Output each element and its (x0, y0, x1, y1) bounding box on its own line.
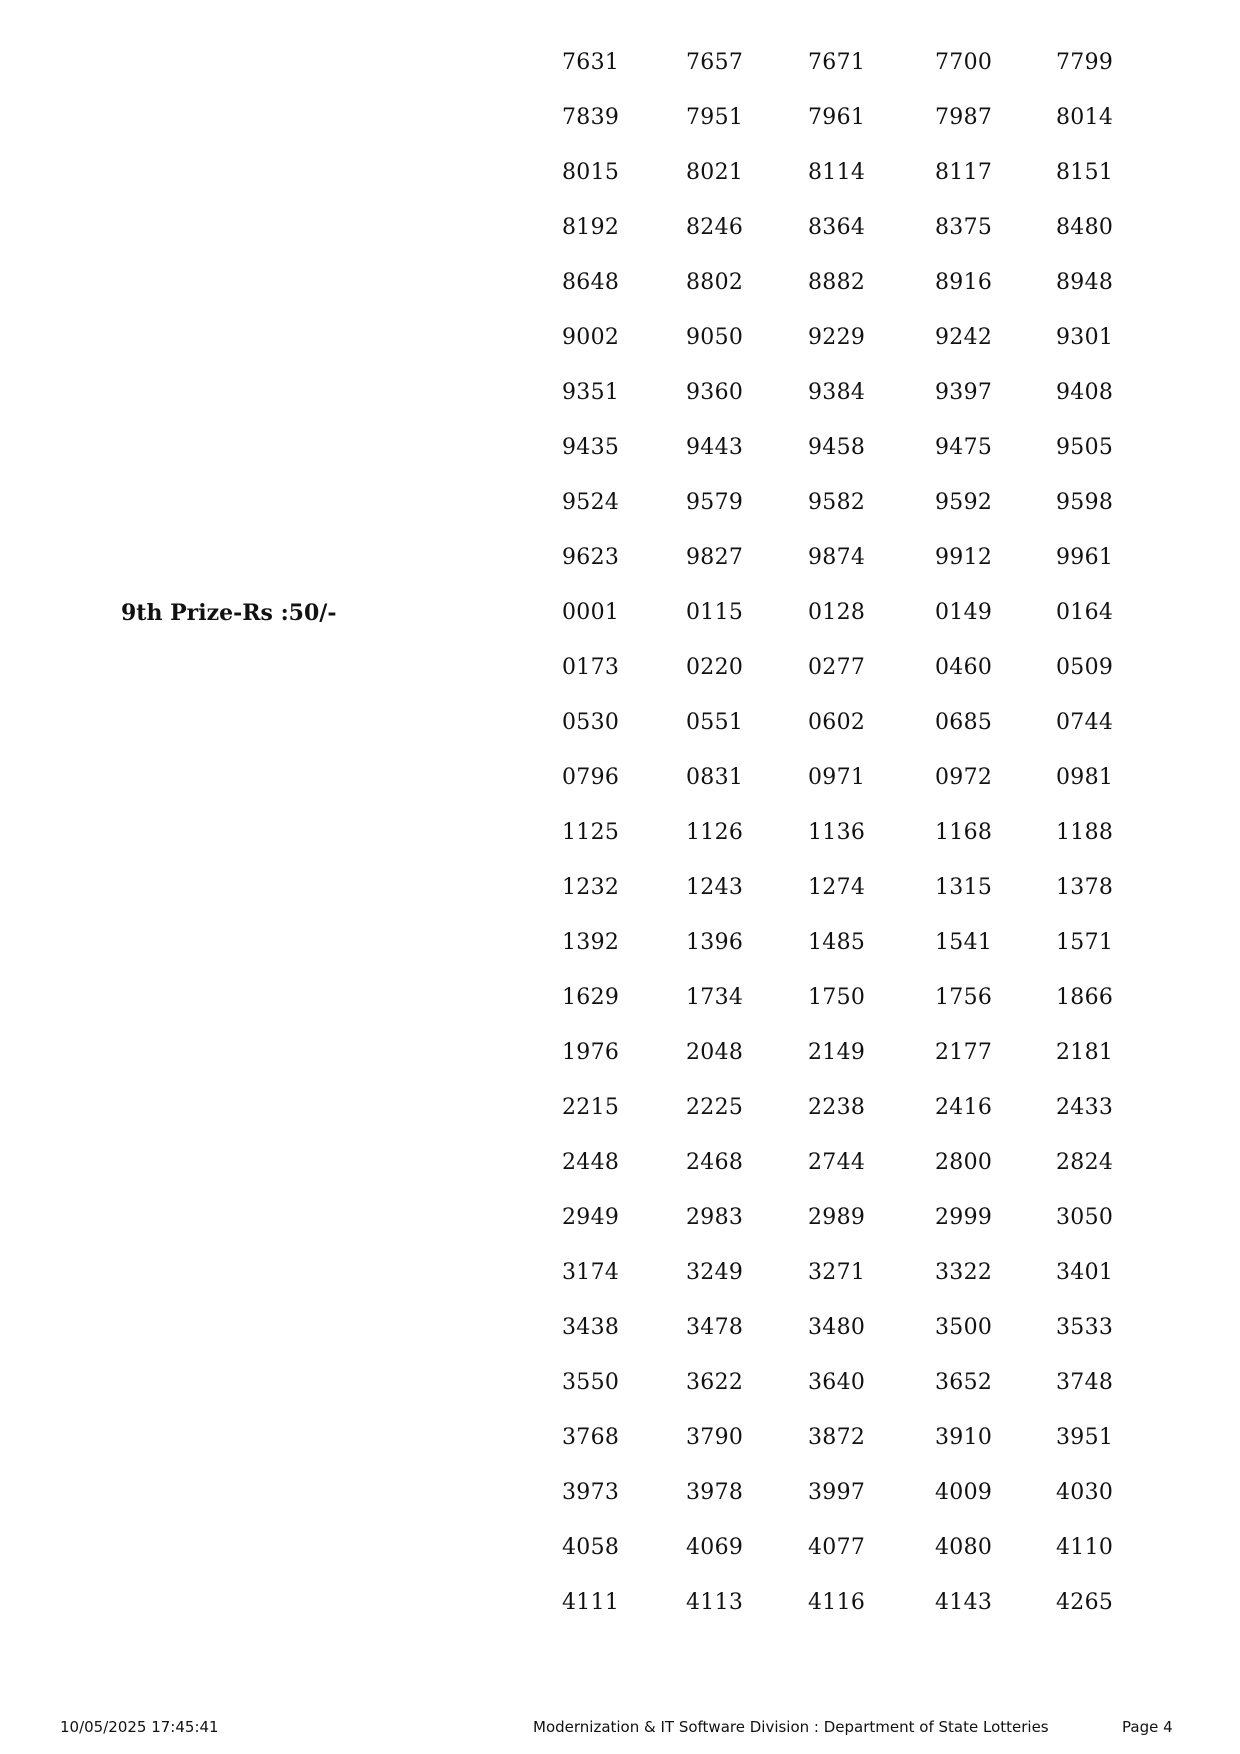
ticket-number: 9301 (1056, 325, 1114, 350)
ticket-number: 0981 (1056, 765, 1114, 790)
ticket-number: 1136 (808, 820, 866, 845)
ticket-number: 0551 (686, 710, 744, 735)
ticket-number: 0460 (935, 655, 993, 680)
ticket-number: 1396 (686, 930, 744, 955)
ticket-number: 1315 (935, 875, 993, 900)
result-row (0, 867, 1240, 907)
ticket-number: 1274 (808, 875, 866, 900)
ticket-number: 8916 (935, 270, 993, 295)
ticket-number: 8375 (935, 215, 993, 240)
ticket-number: 4030 (1056, 1480, 1114, 1505)
ticket-number: 4110 (1056, 1535, 1114, 1560)
ticket-number: 1243 (686, 875, 744, 900)
ticket-number: 7987 (935, 105, 993, 130)
ticket-number: 1976 (562, 1040, 620, 1065)
ticket-number: 0115 (686, 600, 744, 625)
result-row (0, 1472, 1240, 1512)
result-row (0, 1197, 1240, 1237)
ticket-number: 8015 (562, 160, 620, 185)
ticket-number: 1392 (562, 930, 620, 955)
ticket-number: 8151 (1056, 160, 1114, 185)
ticket-number: 3768 (562, 1425, 620, 1450)
ticket-number: 9050 (686, 325, 744, 350)
ticket-number: 3174 (562, 1260, 620, 1285)
result-row (0, 317, 1240, 357)
ticket-number: 7961 (808, 105, 866, 130)
ticket-number: 4116 (808, 1590, 866, 1615)
ticket-number: 8948 (1056, 270, 1114, 295)
ticket-number: 2989 (808, 1205, 866, 1230)
result-row (0, 1417, 1240, 1457)
result-row (0, 1527, 1240, 1567)
ticket-number: 8882 (808, 270, 866, 295)
result-row (0, 1307, 1240, 1347)
result-row (0, 977, 1240, 1017)
result-row (0, 1582, 1240, 1622)
ticket-number: 3478 (686, 1315, 744, 1340)
ticket-number: 1168 (935, 820, 993, 845)
ticket-number: 3973 (562, 1480, 620, 1505)
ticket-number: 1541 (935, 930, 993, 955)
ticket-number: 9475 (935, 435, 993, 460)
ticket-number: 4265 (1056, 1590, 1114, 1615)
ticket-number: 4058 (562, 1535, 620, 1560)
ticket-number: 9505 (1056, 435, 1114, 460)
ticket-number: 8364 (808, 215, 866, 240)
ticket-number: 8480 (1056, 215, 1114, 240)
ticket-number: 2225 (686, 1095, 744, 1120)
ticket-number: 2416 (935, 1095, 993, 1120)
ticket-number: 0972 (935, 765, 993, 790)
ticket-number: 2149 (808, 1040, 866, 1065)
ticket-number: 0530 (562, 710, 620, 735)
ticket-number: 0277 (808, 655, 866, 680)
result-row (0, 757, 1240, 797)
ticket-number: 4111 (562, 1590, 620, 1615)
ticket-number: 3910 (935, 1425, 993, 1450)
ticket-number: 2238 (808, 1095, 866, 1120)
ticket-number: 0001 (562, 600, 620, 625)
footer-division-label: Modernization & IT Software Division : Department of State Lotteries (533, 1718, 1049, 1736)
ticket-number: 0831 (686, 765, 744, 790)
result-row (0, 42, 1240, 82)
result-row (0, 482, 1240, 522)
ticket-number: 7799 (1056, 50, 1114, 75)
ticket-number: 0164 (1056, 600, 1114, 625)
ticket-number: 0602 (808, 710, 866, 735)
ticket-number: 4009 (935, 1480, 993, 1505)
ticket-number: 2433 (1056, 1095, 1114, 1120)
ticket-number: 7671 (808, 50, 866, 75)
ticket-number: 3951 (1056, 1425, 1114, 1450)
ticket-number: 8648 (562, 270, 620, 295)
ticket-number: 2999 (935, 1205, 993, 1230)
ticket-number: 9397 (935, 380, 993, 405)
ticket-number: 7631 (562, 50, 620, 75)
ticket-number: 1188 (1056, 820, 1114, 845)
result-row (0, 537, 1240, 577)
ticket-number: 3872 (808, 1425, 866, 1450)
ticket-number: 9435 (562, 435, 620, 460)
ticket-number: 3500 (935, 1315, 993, 1340)
result-row (0, 372, 1240, 412)
result-row (0, 152, 1240, 192)
ticket-number: 1750 (808, 985, 866, 1010)
result-row (0, 702, 1240, 742)
ticket-number: 2824 (1056, 1150, 1114, 1175)
ticket-number: 9351 (562, 380, 620, 405)
ticket-number: 2983 (686, 1205, 744, 1230)
ticket-number: 1485 (808, 930, 866, 955)
ticket-number: 9458 (808, 435, 866, 460)
ticket-number: 8117 (935, 160, 993, 185)
ticket-number: 0149 (935, 600, 993, 625)
ticket-number: 1629 (562, 985, 620, 1010)
ticket-number: 9229 (808, 325, 866, 350)
prize-label: 9th Prize-Rs :50/- (121, 600, 337, 626)
result-row (0, 922, 1240, 962)
ticket-number: 9360 (686, 380, 744, 405)
ticket-number: 4113 (686, 1590, 744, 1615)
ticket-number: 8114 (808, 160, 866, 185)
ticket-number: 1734 (686, 985, 744, 1010)
ticket-number: 2468 (686, 1150, 744, 1175)
ticket-number: 9242 (935, 325, 993, 350)
ticket-number: 8802 (686, 270, 744, 295)
result-row (0, 647, 1240, 687)
ticket-number: 8014 (1056, 105, 1114, 130)
ticket-number: 0971 (808, 765, 866, 790)
ticket-number: 7657 (686, 50, 744, 75)
ticket-number: 9408 (1056, 380, 1114, 405)
ticket-number: 4069 (686, 1535, 744, 1560)
ticket-number: 0173 (562, 655, 620, 680)
ticket-number: 2448 (562, 1150, 620, 1175)
ticket-number: 3978 (686, 1480, 744, 1505)
ticket-number: 2048 (686, 1040, 744, 1065)
ticket-number: 9002 (562, 325, 620, 350)
ticket-number: 9623 (562, 545, 620, 570)
ticket-number: 1571 (1056, 930, 1114, 955)
ticket-number: 0685 (935, 710, 993, 735)
ticket-number: 7951 (686, 105, 744, 130)
ticket-number: 4077 (808, 1535, 866, 1560)
ticket-number: 9579 (686, 490, 744, 515)
ticket-number: 9524 (562, 490, 620, 515)
ticket-number: 2181 (1056, 1040, 1114, 1065)
result-row (0, 1362, 1240, 1402)
ticket-number: 3322 (935, 1260, 993, 1285)
ticket-number: 3550 (562, 1370, 620, 1395)
ticket-number: 2177 (935, 1040, 993, 1065)
ticket-number: 2744 (808, 1150, 866, 1175)
ticket-number: 0744 (1056, 710, 1114, 735)
ticket-number: 0509 (1056, 655, 1114, 680)
result-row (0, 812, 1240, 852)
ticket-number: 4080 (935, 1535, 993, 1560)
result-row (0, 97, 1240, 137)
ticket-number: 3748 (1056, 1370, 1114, 1395)
ticket-number: 1378 (1056, 875, 1114, 900)
ticket-number: 0796 (562, 765, 620, 790)
ticket-number: 9384 (808, 380, 866, 405)
result-row (0, 1142, 1240, 1182)
ticket-number: 0128 (808, 600, 866, 625)
ticket-number: 1125 (562, 820, 620, 845)
footer-datetime: 10/05/2025 17:45:41 (60, 1718, 219, 1736)
ticket-number: 9961 (1056, 545, 1114, 570)
page-footer (0, 1718, 1240, 1740)
result-row (0, 592, 1240, 632)
ticket-number: 8021 (686, 160, 744, 185)
ticket-number: 2800 (935, 1150, 993, 1175)
ticket-number: 4143 (935, 1590, 993, 1615)
ticket-number: 2949 (562, 1205, 620, 1230)
ticket-number: 3480 (808, 1315, 866, 1340)
ticket-number: 3438 (562, 1315, 620, 1340)
result-row (0, 207, 1240, 247)
ticket-number: 3997 (808, 1480, 866, 1505)
ticket-number: 3652 (935, 1370, 993, 1395)
ticket-number: 2215 (562, 1095, 620, 1120)
result-row (0, 1032, 1240, 1072)
result-row (0, 427, 1240, 467)
ticket-number: 3050 (1056, 1205, 1114, 1230)
ticket-number: 3640 (808, 1370, 866, 1395)
ticket-number: 9443 (686, 435, 744, 460)
footer-page-number: Page 4 (1122, 1718, 1173, 1736)
ticket-number: 3249 (686, 1260, 744, 1285)
ticket-number: 1232 (562, 875, 620, 900)
ticket-number: 1866 (1056, 985, 1114, 1010)
ticket-number: 3271 (808, 1260, 866, 1285)
ticket-number: 9592 (935, 490, 993, 515)
ticket-number: 3790 (686, 1425, 744, 1450)
ticket-number: 9912 (935, 545, 993, 570)
ticket-number: 8246 (686, 215, 744, 240)
ticket-number: 8192 (562, 215, 620, 240)
ticket-number: 9582 (808, 490, 866, 515)
ticket-number: 7700 (935, 50, 993, 75)
ticket-number: 3622 (686, 1370, 744, 1395)
ticket-number: 1126 (686, 820, 744, 845)
ticket-number: 7839 (562, 105, 620, 130)
ticket-number: 1756 (935, 985, 993, 1010)
ticket-number: 3401 (1056, 1260, 1114, 1285)
ticket-number: 9827 (686, 545, 744, 570)
ticket-number: 0220 (686, 655, 744, 680)
ticket-number: 9874 (808, 545, 866, 570)
result-row (0, 1252, 1240, 1292)
result-row (0, 262, 1240, 302)
ticket-number: 3533 (1056, 1315, 1114, 1340)
result-row (0, 1087, 1240, 1127)
ticket-number: 9598 (1056, 490, 1114, 515)
